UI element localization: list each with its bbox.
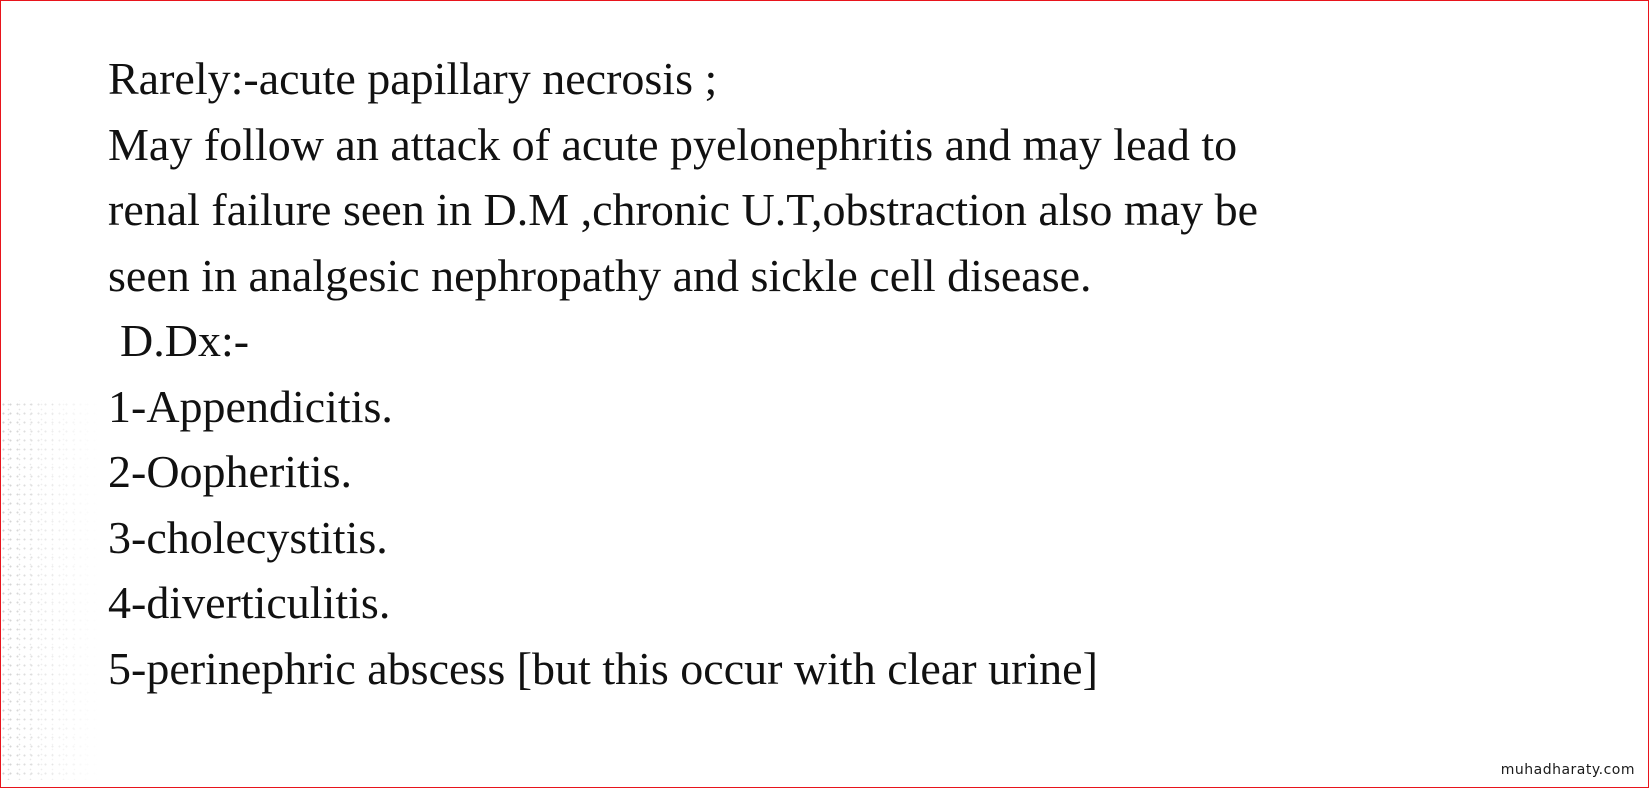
text-line: May follow an attack of acute pyelonephritis and may lead to <box>108 118 1238 170</box>
ddx-heading: D.Dx:- <box>120 315 250 366</box>
document-body <box>108 46 1628 701</box>
ddx-item: 4-diverticulitis. <box>108 577 391 628</box>
text-line: renal failure seen in D.M ,chronic U.T,obstraction also may be <box>108 184 1259 235</box>
text-line: Rarely:-acute papillary necrosis ; <box>108 53 718 104</box>
ddx-item: 5-perinephric abscess [but this occur with clear urine] <box>108 642 1098 694</box>
text-line: seen in analgesic nephropathy and sickle cell disease. <box>108 249 1092 301</box>
ddx-item: 1-Appendicitis. <box>108 380 393 432</box>
ddx-item: 3-cholecystitis. <box>108 511 388 563</box>
ddx-item: 2-Oopheritis. <box>108 446 353 497</box>
site-watermark: muhadharaty.com <box>1500 762 1635 778</box>
scan-noise <box>0 400 100 780</box>
